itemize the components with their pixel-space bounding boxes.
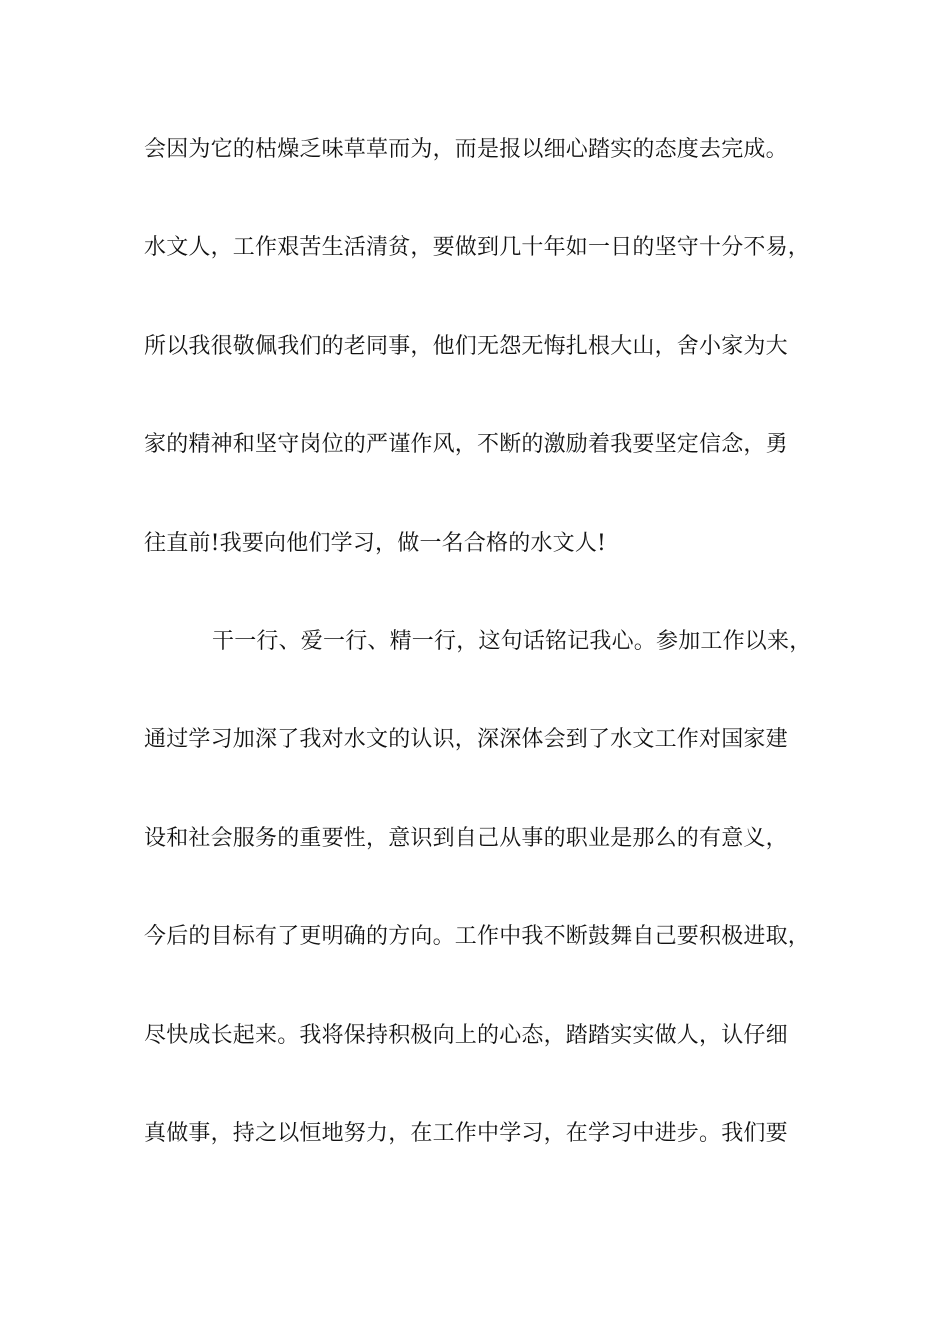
paragraph-start-line: 干一行、爱一行、精一行，这句话铭记我心。参加工作以来， (212, 628, 812, 654)
text-line: 通过学习加深了我对水文的认识，深深体会到了水文工作对国家建 (144, 727, 788, 753)
text-line: 设和社会服务的重要性，意识到自己从事的职业是那么的有意义， (144, 825, 788, 851)
text-line: 往直前!我要向他们学习，做一名合格的水文人! (144, 530, 607, 556)
text-line: 今后的目标有了更明确的方向。工作中我不断鼓舞自己要积极进取， (144, 924, 811, 950)
text-line: 水文人，工作艰苦生活清贫，要做到几十年如一日的坚守十分不易， (144, 235, 811, 261)
text-line: 会因为它的枯燥乏味草草而为，而是报以细心踏实的态度去完成。 (144, 137, 788, 162)
document-body (144, 127, 844, 1209)
text-line: 尽快成长起来。我将保持积极向上的心态，踏踏实实做人，认仔细 (144, 1022, 788, 1048)
text-line: 真做事，持之以恒地努力，在工作中学习，在学习中进步。我们要 (144, 1120, 788, 1146)
text-line: 家的精神和坚守岗位的严谨作风，不断的激励着我要坚定信念，勇 (144, 432, 788, 458)
text-line: 所以我很敬佩我们的老同事，他们无怨无悔扎根大山，舍小家为大 (144, 333, 788, 359)
